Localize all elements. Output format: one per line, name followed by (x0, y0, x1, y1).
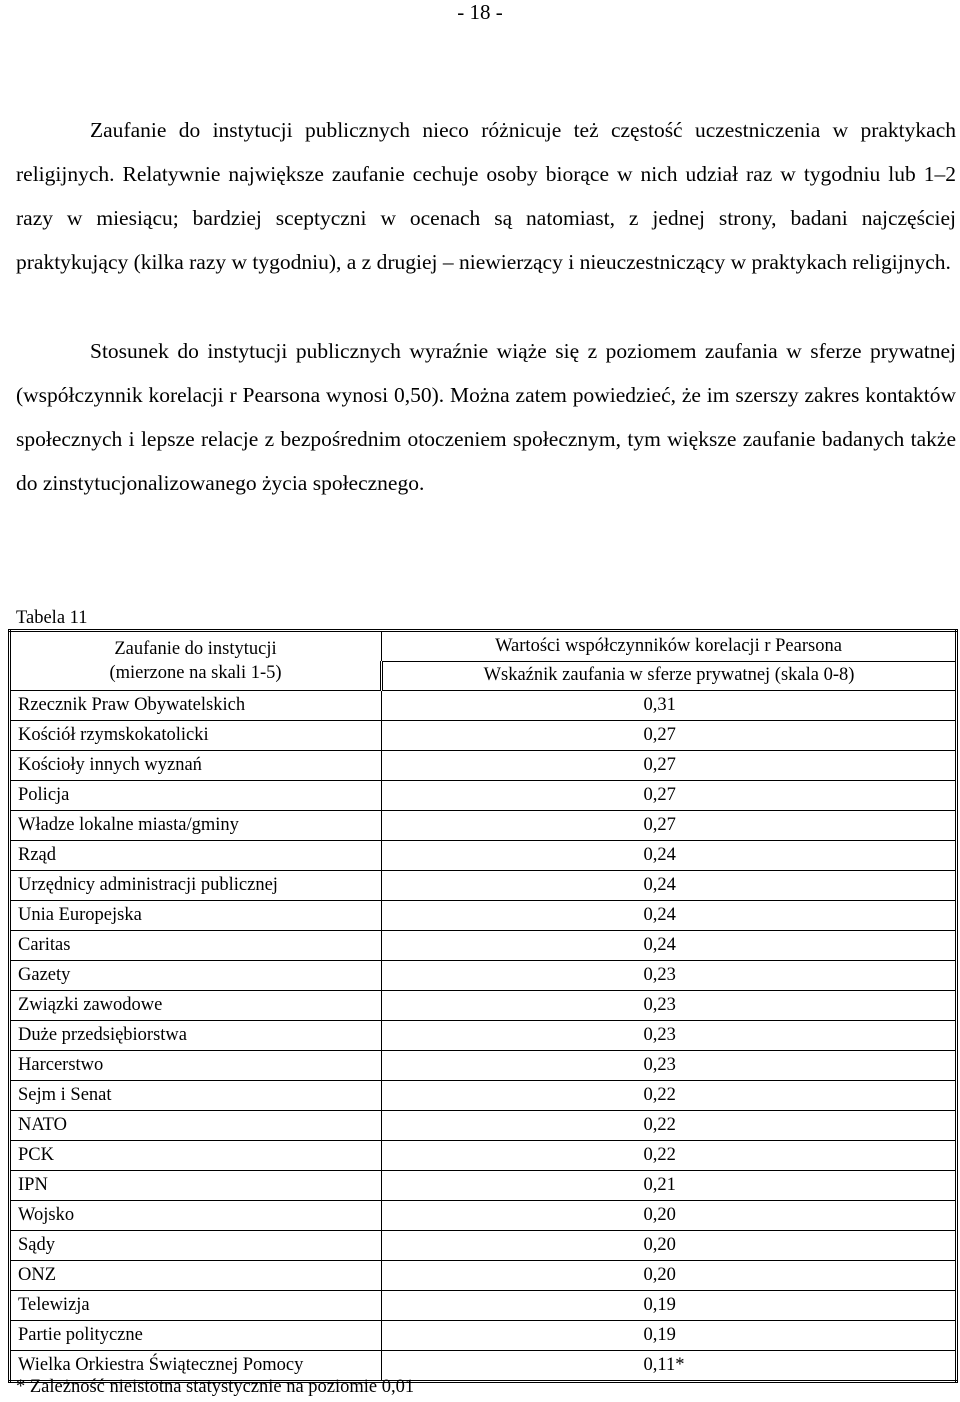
table-row (10, 1051, 957, 1081)
institution-name: Władze lokalne miasta/gminy (10, 811, 382, 841)
paragraph-private-trust: Stosunek do instytucji publicznych wyraźnie wiąże się z poziomem zaufania w sferze prywatnej (współczynnik korelacji r Pearsona wynosi 0,50). Można zatem powiedzieć, że im szerszy zakres kontaktów społecznych i lepsze relacje z bezpośrednim otoczeniem społecznym, tym większe zaufanie badanych także do zinstytucjonalizowanego życia społecznego. (16, 339, 956, 495)
correlation-value-cell (382, 811, 957, 841)
correlation-value: 0,23 (643, 995, 676, 1015)
institution-name: Kościół rzymskokatolicki (10, 721, 382, 751)
institution-name: Sejm i Senat (10, 1081, 382, 1111)
correlation-value: 0,27 (643, 815, 676, 835)
correlation-value-cell (382, 1201, 957, 1231)
institution-name: Gazety (10, 961, 382, 991)
institution-name: Telewizja (10, 1291, 382, 1321)
table-row (10, 961, 957, 991)
institution-name: Rząd (10, 841, 382, 871)
correlation-value: 0,20 (643, 1235, 676, 1255)
correlation-value-cell (382, 1321, 957, 1351)
institution-name: Caritas (10, 931, 382, 961)
table-header-row (10, 631, 957, 662)
correlation-value-cell (382, 901, 957, 931)
table-row (10, 1111, 957, 1141)
correlation-value: 0,27 (643, 725, 676, 745)
correlation-value-cell (382, 1111, 957, 1141)
table-row (10, 841, 957, 871)
header-institution (10, 631, 382, 691)
correlation-value-cell (382, 1021, 957, 1051)
institution-name: ONZ (10, 1261, 382, 1291)
table-row (10, 1201, 957, 1231)
correlation-value: 0,22 (643, 1115, 676, 1135)
correlation-value: 0,11* (643, 1355, 685, 1375)
correlation-value-cell (382, 871, 957, 901)
correlation-value: 0,23 (643, 1055, 676, 1075)
correlation-value: 0,24 (643, 875, 676, 895)
correlation-value: 0,22 (643, 1085, 676, 1105)
institution-name: Urzędnicy administracji publicznej (10, 871, 382, 901)
table-row (10, 931, 957, 961)
correlation-value: 0,19 (643, 1295, 676, 1315)
table-row (10, 1081, 957, 1111)
institution-name: NATO (10, 1111, 382, 1141)
page-number: - 18 - (457, 0, 503, 24)
correlation-value-cell (382, 1231, 957, 1261)
correlation-value-cell (382, 721, 957, 751)
correlation-value: 0,20 (643, 1265, 676, 1285)
correlation-value: 0,24 (643, 845, 676, 865)
correlation-value: 0,19 (643, 1325, 676, 1345)
correlation-value-cell (382, 1141, 957, 1171)
correlation-value-cell (382, 1051, 957, 1081)
correlation-value-cell (382, 931, 957, 961)
correlation-value-cell (382, 991, 957, 1021)
institution-name: Wielka Orkiestra Świątecznej Pomocy (10, 1351, 382, 1382)
table-body (10, 631, 957, 1382)
table-row (10, 781, 957, 811)
institution-name: Partie polityczne (10, 1321, 382, 1351)
correlation-value-cell (382, 751, 957, 781)
correlation-value-cell (382, 1261, 957, 1291)
institution-name: PCK (10, 1141, 382, 1171)
table-row (10, 1171, 957, 1201)
institution-name: Związki zawodowe (10, 991, 382, 1021)
table-row (10, 1321, 957, 1351)
institution-name: IPN (10, 1171, 382, 1201)
correlation-table (8, 629, 958, 1383)
correlation-value: 0,21 (643, 1175, 676, 1195)
table-footnote: * Zależność nieistotna statystycznie na poziomie 0,01 (16, 1377, 415, 1397)
correlation-value: 0,23 (643, 965, 676, 985)
institution-name: Sądy (10, 1231, 382, 1261)
institution-name: Policja (10, 781, 382, 811)
correlation-value-cell (382, 1081, 957, 1111)
table-row (10, 811, 957, 841)
institution-name: Kościoły innych wyznań (10, 751, 382, 781)
correlation-value-cell (382, 1171, 957, 1201)
table-row (10, 1291, 957, 1321)
correlation-value: 0,24 (643, 905, 676, 925)
header-institution-line1: Zaufanie do instytucji (114, 639, 277, 659)
correlation-value-cell (382, 1291, 957, 1321)
table-row (10, 1231, 957, 1261)
header-private-trust-index: Wskaźnik zaufania w sferze prywatnej (skala 0-8) (382, 661, 957, 690)
correlation-value: 0,27 (643, 755, 676, 775)
correlation-value: 0,27 (643, 785, 676, 805)
table-row (10, 901, 957, 931)
correlation-value: 0,20 (643, 1205, 676, 1225)
table-row (10, 751, 957, 781)
table-row (10, 991, 957, 1021)
header-institution-line2: (mierzone na skali 1-5) (109, 663, 282, 683)
correlation-value-cell (382, 691, 957, 721)
correlation-value: 0,23 (643, 1025, 676, 1045)
table-row (10, 1261, 957, 1291)
table-row (10, 721, 957, 751)
correlation-value-cell (382, 1351, 957, 1382)
correlation-value-cell (382, 781, 957, 811)
table-row (10, 1141, 957, 1171)
institution-name: Unia Europejska (10, 901, 382, 931)
table-row (10, 871, 957, 901)
header-correlation: Wartości współczynników korelacji r Pearsona (382, 631, 957, 662)
correlation-value-cell (382, 841, 957, 871)
table-caption: Tabela 11 (16, 608, 88, 628)
institution-name: Wojsko (10, 1201, 382, 1231)
institution-name: Rzecznik Praw Obywatelskich (10, 691, 382, 721)
paragraph-religious-practice: Zaufanie do instytucji publicznych nieco różnicuje też częstość uczestniczenia w praktykach religijnych. Relatywnie największe zaufanie cechuje osoby biorące w nich udział raz w tygodniu lub 1–2 razy w miesiącu; bardziej sceptyczni w ocenach są natomiast, z jednej strony, badani najczęściej praktykujący (kilka razy w tygodniu), a z drugiej – niewierzący i nieuczestniczący w praktykach religijnych. (16, 118, 956, 274)
table-row (10, 691, 957, 721)
table-row (10, 1021, 957, 1051)
correlation-value: 0,31 (643, 695, 676, 715)
correlation-value: 0,22 (643, 1145, 676, 1165)
correlation-value-cell (382, 961, 957, 991)
institution-name: Duże przedsiębiorstwa (10, 1021, 382, 1051)
institution-name: Harcerstwo (10, 1051, 382, 1081)
correlation-value: 0,24 (643, 935, 676, 955)
